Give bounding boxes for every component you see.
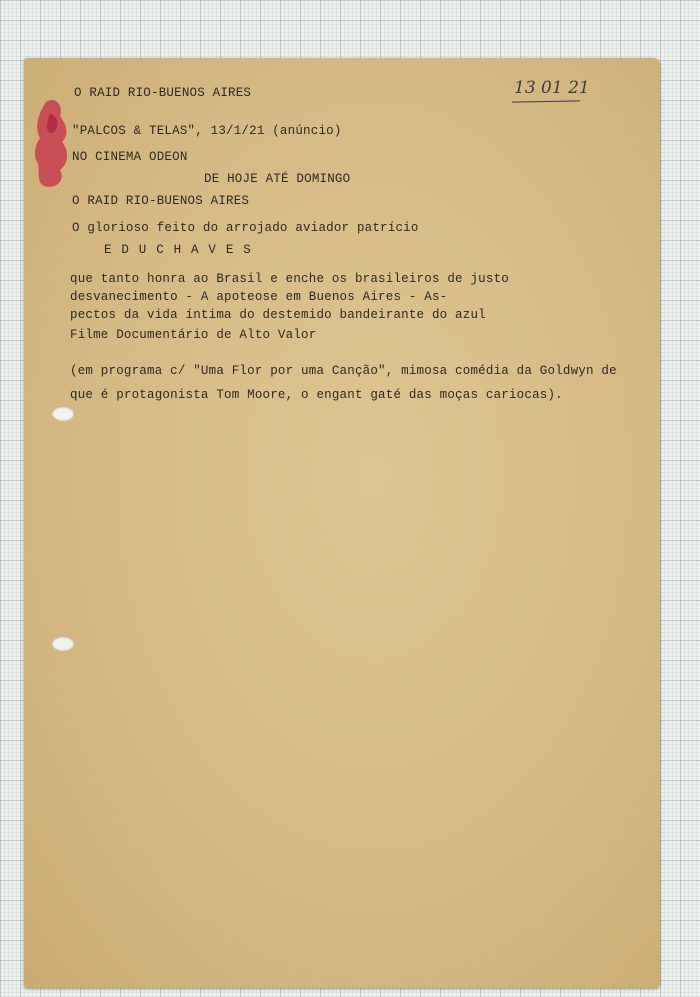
aviator-name: E D U C H A V E S: [104, 243, 252, 257]
body-line-1: que tanto honra ao Brasil e enche os brasileiros de justo: [70, 272, 509, 286]
punch-hole-bottom: [52, 637, 74, 651]
body-line-3: pectos da vida íntima do destemido bandeirante do azul: [70, 308, 486, 322]
program-line-1: (em programa c/ "Uma Flor por uma Canção", mimosa comédia da Goldwyn de: [70, 364, 617, 378]
punch-hole-top: [52, 407, 74, 421]
red-stamp-mark: [30, 94, 78, 194]
handwritten-underline: [512, 100, 580, 102]
handwritten-date: 13 01 21: [514, 78, 590, 98]
source-line: "PALCOS & TELAS", 13/1/21 (anúncio): [72, 124, 342, 138]
cinema-line: NO CINEMA ODEON: [72, 150, 188, 164]
glorioso-line: O glorioso feito do arrojado aviador patrício: [72, 221, 419, 235]
raid-title-line: O RAID RIO-BUENOS AIRES: [72, 194, 250, 208]
body-line-2: desvanecimento - A apoteose em Buenos Aires - As-: [70, 290, 448, 304]
heading-raid: O RAID RIO-BUENOS AIRES: [74, 86, 252, 100]
film-line: Filme Documentário de Alto Valor: [70, 328, 317, 342]
program-line-2: que é protagonista Tom Moore, o engant gaté das moças cariocas).: [70, 388, 563, 402]
dates-line: DE HOJE ATÉ DOMINGO: [204, 172, 351, 186]
paper-sheet: [24, 58, 660, 988]
